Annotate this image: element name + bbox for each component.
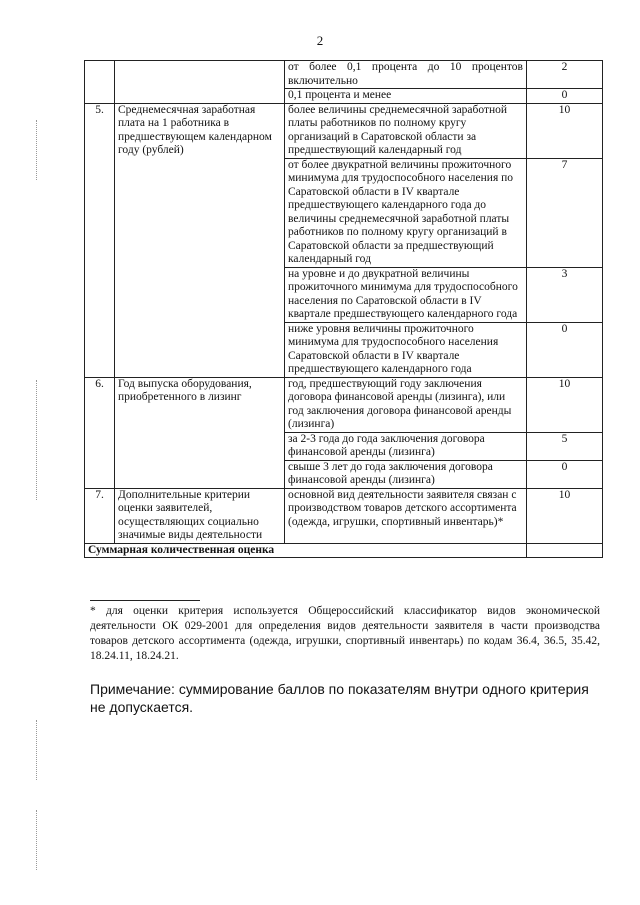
remark-note: Примечание: суммирование баллов по показателям внутри одного критерия не допускается.: [90, 681, 589, 715]
criterion-condition: на уровне и до двукратной величины прожиточного минимума для трудоспособного населения по Саратовской области в IV квартале предшествующего календарного года: [285, 267, 527, 322]
table-row: [85, 377, 603, 432]
criterion-condition: основной вид деятельности заявителя связан с производством товаров детского ассортимента (одежда, игрушки, спортивный инвентарь)*: [285, 488, 527, 543]
footnote: * для оценки критерия используется Общероссийский классификатор видов экономической деятельности ОК 029-2001 для определения видов деятельности заявителя в части производства товаров детского ассортимента (одежда, игрушки, спортивный инвентарь) по кодам 36.4, 36.5, 35.42, 18.24.11, 18.24.21.: [90, 605, 600, 662]
total-row: [85, 543, 603, 558]
criterion-condition: от более 0,1 процента до 10 процентов включительно: [285, 61, 527, 89]
criterion-score: 0: [527, 322, 603, 377]
criterion-condition: ниже уровня величины прожиточного минимума для трудоспособного населения Саратовской области в IV квартале предшествующего календарного года: [285, 322, 527, 377]
criterion-condition: более величины среднемесячной заработной платы работников по полному кругу организаций в Саратовской области за предшествующий календарный год: [285, 103, 527, 158]
criterion-condition: от более двукратной величины прожиточного минимума для трудоспособного населения по Саратовской области в IV квартале предшествующего календарного года до величины среднемесячной заработной платы работников по полному кругу организаций в Саратовской области за предшествующий календарный год: [285, 158, 527, 267]
criterion-score: 0: [527, 89, 603, 104]
criterion-condition: за 2-3 года до года заключения договора финансовой аренды (лизинга): [285, 432, 527, 460]
table-row: [85, 488, 603, 543]
page-number: 2: [316, 33, 324, 48]
criterion-score: 3: [527, 267, 603, 322]
criterion-name: Среднемесячная заработная плата на 1 работника в предшествующем календарном году (рублей): [115, 103, 285, 377]
criterion-name: [115, 61, 285, 104]
margin-mark: [36, 720, 38, 780]
criteria-table-body: [85, 61, 603, 558]
criterion-score: 0: [527, 460, 603, 488]
criteria-table: [84, 60, 603, 558]
margin-mark: [36, 380, 38, 500]
criterion-number: 5.: [85, 103, 115, 377]
margin-mark: [36, 810, 38, 870]
criterion-name: Дополнительные критерии оценки заявителей, осуществляющих социально значимые виды деятельности: [115, 488, 285, 543]
footnote-separator: [90, 600, 200, 601]
criterion-score: 5: [527, 432, 603, 460]
total-score: [527, 543, 603, 558]
criterion-number: 7.: [85, 488, 115, 543]
margin-mark: [36, 120, 38, 180]
criterion-score: 7: [527, 158, 603, 267]
table-row: [85, 61, 603, 89]
criterion-score: 10: [527, 488, 603, 543]
table-row: [85, 103, 603, 158]
criterion-condition: 0,1 процента и менее: [285, 89, 527, 104]
criterion-score: 10: [527, 377, 603, 432]
criterion-score: 10: [527, 103, 603, 158]
criterion-name: Год выпуска оборудования, приобретенного в лизинг: [115, 377, 285, 488]
criterion-score: 2: [527, 61, 603, 89]
criterion-number: 6.: [85, 377, 115, 488]
criterion-condition: год, предшествующий году заключения договора финансовой аренды (лизинга), или год заключения договора финансовой аренды (лизинга): [285, 377, 527, 432]
criterion-condition: свыше 3 лет до года заключения договора финансовой аренды (лизинга): [285, 460, 527, 488]
criterion-number: [85, 61, 115, 104]
total-label: Суммарная количественная оценка: [85, 543, 527, 558]
